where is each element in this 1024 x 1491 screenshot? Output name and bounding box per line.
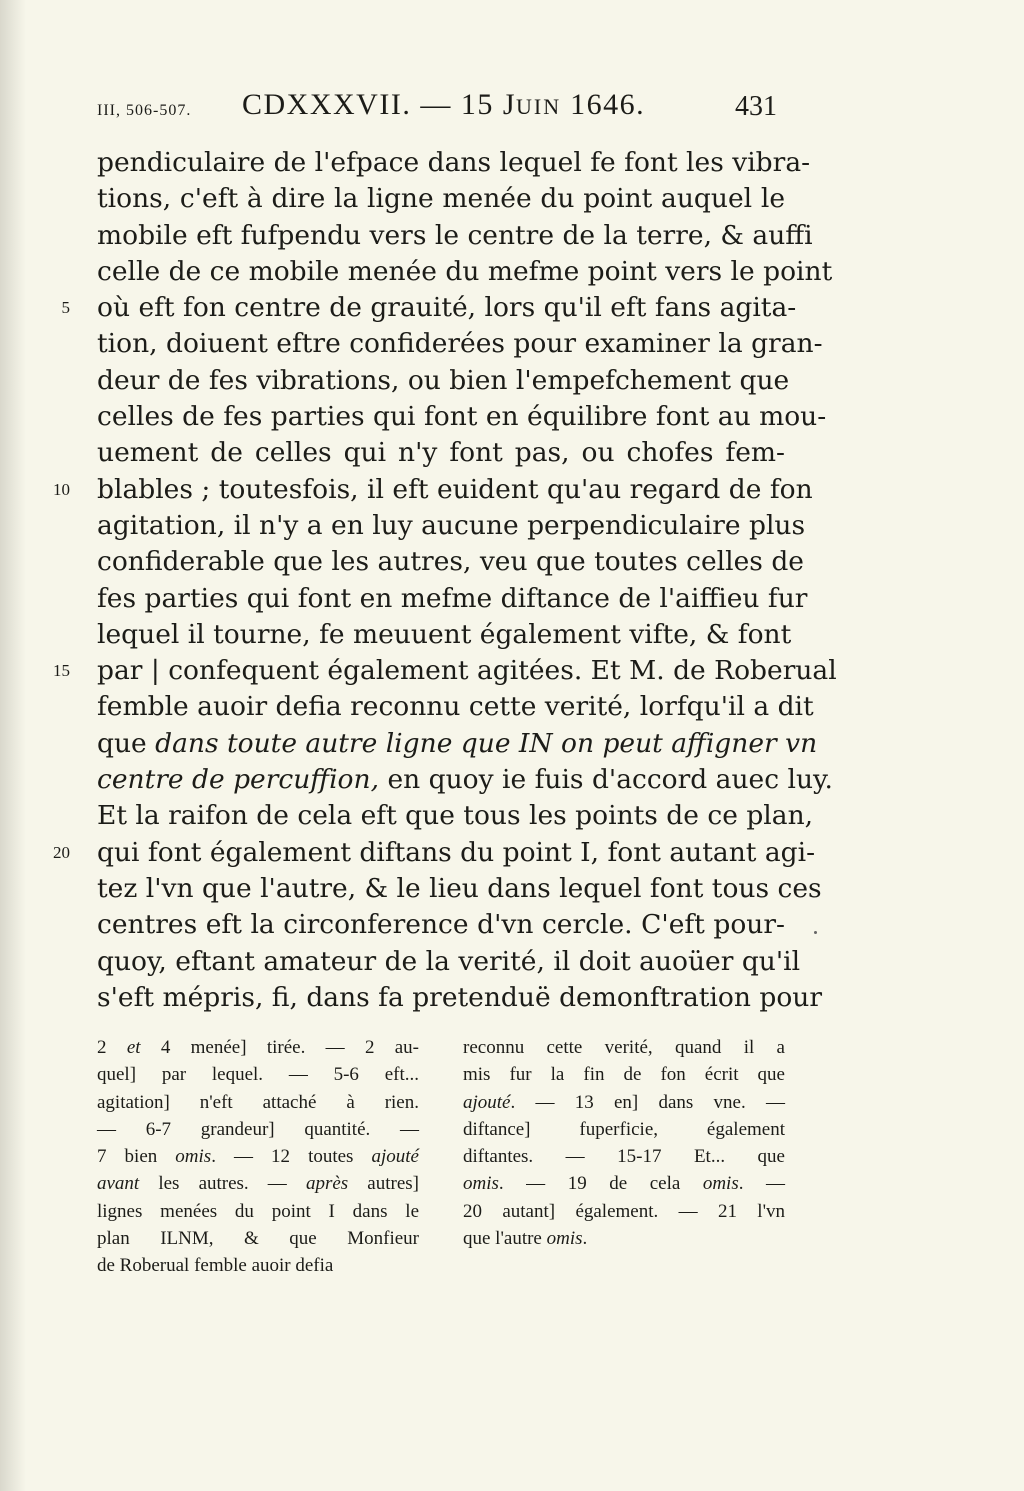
text-line: quoy, eftant amateur de la verité, il doit auoüer qu'il	[97, 945, 801, 977]
paper-speck	[814, 931, 817, 934]
footnote-italic: ajouté	[463, 1091, 511, 1113]
letter-title-year: 1646.	[561, 88, 646, 121]
footnote-italic: omis	[702, 1173, 739, 1195]
footnote-line	[463, 1170, 785, 1197]
main-text	[97, 145, 837, 1016]
footnote-text: reconnu cette verité, quand il a	[463, 1037, 785, 1058]
text-line	[97, 726, 818, 762]
line-number: 20	[53, 842, 70, 862]
text-line: s'eft mépris, fi, dans fa pretenduë demonftration pour	[97, 981, 823, 1013]
text-line: où eft fon centre de grauité, lors qu'il eft fans agita-	[97, 292, 797, 324]
italic-quote: dans toute autre ligne que IN on peut affigner vn	[155, 727, 818, 759]
footnote-text: que l'autre	[463, 1228, 547, 1250]
footnote-text: lignes menées du point I dans le	[97, 1200, 419, 1222]
text-line: qui font également diftans du point I, font autant agi-	[97, 836, 816, 868]
text-line: pendiculaire de l'efpace dans lequel fe font les vibra-	[97, 147, 811, 178]
footnote-line	[463, 1198, 785, 1225]
text-line: lequel il tourne, fe meuuent également vifte, & font	[97, 618, 792, 650]
footnote-text: — 6-7 grandeur] quantité. —	[97, 1118, 419, 1140]
footnote-text: de Roberual femble auoir defia	[97, 1255, 334, 1277]
footnote-line	[97, 1089, 419, 1116]
footnote-italic: omis	[175, 1146, 212, 1168]
page-number: 431	[735, 91, 777, 122]
footnote-line	[97, 1034, 419, 1061]
footnote-text: les autres. —	[139, 1173, 306, 1195]
text-line: uement de celles qui n'y font pas, ou chofes fem-	[97, 437, 785, 469]
line-number: 5	[61, 298, 70, 318]
text-line: fes parties qui font en mefme diftance de l'aiffieu fur	[97, 582, 808, 614]
footnote-line	[97, 1143, 419, 1170]
footnote-line	[97, 1170, 419, 1197]
text-line: Et la raifon de cela eft que tous les points de ce plan,	[97, 800, 814, 832]
footnote-text: diftance] fuperficie, également	[463, 1118, 785, 1140]
footnote-line	[97, 1061, 419, 1088]
footnote-italic: avant	[97, 1173, 140, 1195]
footnote-text: 2	[97, 1037, 127, 1058]
footnote-text: plan ILNM, & que Monfieur	[97, 1228, 419, 1250]
footnote-italic: omis	[463, 1173, 499, 1195]
footnote-text: agitation] n'eft attaché à rien.	[97, 1091, 419, 1113]
letter-title-month: UIN	[516, 94, 562, 119]
footnote-line	[463, 1143, 785, 1170]
footnote-line	[97, 1225, 419, 1252]
text-line: mobile eft fufpendu vers le centre de la terre, & auffi	[97, 219, 813, 251]
footnote-italic: après	[305, 1173, 349, 1195]
footnote-text: . — 19 de cela	[498, 1173, 703, 1195]
footnote-italic: et	[126, 1037, 141, 1058]
text-line: agitation, il n'y a en luy aucune perpendiculaire plus	[97, 509, 806, 541]
text-line: tez l'vn que l'autre, & le lieu dans lequel font tous ces	[97, 872, 822, 904]
line-number: 15	[53, 661, 70, 681]
text-line: femble auoir defia reconnu cette verité, lorfqu'il a dit	[97, 691, 814, 723]
text-line: par | confequent également agitées. Et M. de Roberual	[97, 655, 837, 687]
text-line: celles de fes parties qui font en équilibre font au mou-	[97, 401, 827, 433]
text-line	[97, 762, 833, 798]
text-line: centres eft la circonference d'vn cercle. C'eft pour-	[97, 909, 785, 941]
footnote-line	[463, 1116, 785, 1143]
footnote-italic: omis	[546, 1228, 583, 1250]
footnote-text: . — 13 en] dans vne. —	[510, 1091, 785, 1113]
footnote-line	[463, 1034, 785, 1061]
footnote-line	[463, 1089, 785, 1116]
text-line: tion, doiuent eftre confiderées pour examiner la gran-	[97, 328, 823, 360]
letter-title-main: CDXXXVII. — 15 J	[242, 88, 516, 121]
footnote-text: . —	[738, 1173, 785, 1195]
footnote-text: 4 menée] tirée. — 2 au-	[140, 1037, 420, 1058]
running-header	[0, 88, 1024, 132]
footnote-text: 20 autant] également. — 21 l'vn	[463, 1200, 785, 1222]
letter-title	[242, 88, 645, 122]
footnotes-right-column	[463, 1034, 785, 1252]
footnotes-left-column	[97, 1034, 419, 1280]
footnote-line	[463, 1225, 785, 1252]
footnote-line	[97, 1252, 419, 1279]
footnote-text: mis fur la fin de fon écrit que	[463, 1064, 785, 1086]
text-line: tions, c'eft à dire la ligne menée du point auquel le	[97, 183, 785, 215]
footnote-text: diftantes. — 15-17 Et... que	[463, 1146, 785, 1168]
text-line: deur de fes vibrations, ou bien l'empefchement que	[97, 364, 790, 396]
page-edge-shadow	[0, 0, 26, 1491]
italic-quote: centre de percuffion,	[97, 764, 380, 796]
footnote-italic: ajouté	[371, 1146, 419, 1168]
footnote-line	[463, 1061, 785, 1088]
text-segment: que	[97, 727, 156, 759]
footnote-line	[97, 1116, 419, 1143]
footnote-text: . — 12 toutes	[211, 1146, 372, 1168]
footnote-text: quel] par lequel. — 5-6 eft...	[97, 1064, 419, 1086]
volume-reference: III, 506-507.	[97, 102, 192, 119]
text-segment: en quoy ie fuis d'accord auec luy.	[379, 764, 833, 796]
text-line: blables ; toutesfois, il eft euident qu'au regard de fon	[97, 473, 813, 505]
footnote-text: autres]	[348, 1173, 419, 1195]
footnote-text: 7 bien	[97, 1146, 176, 1168]
line-number: 10	[53, 479, 70, 499]
footnote-line	[97, 1198, 419, 1225]
text-line: celle de ce mobile menée du mefme point vers le point	[97, 255, 833, 287]
footnote-text: .	[582, 1228, 588, 1250]
text-line: confiderable que les autres, veu que toutes celles de	[97, 546, 804, 578]
